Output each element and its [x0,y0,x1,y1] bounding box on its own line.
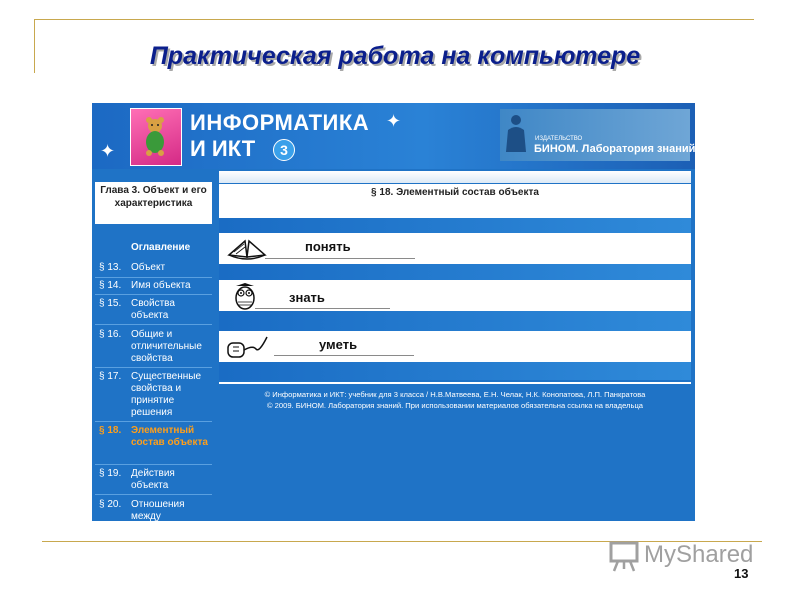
section-strip [219,171,691,183]
section-header [219,184,691,218]
topic-row-understand[interactable] [219,233,691,264]
toc-separator [95,324,212,325]
textbook-screenshot [92,103,695,521]
copyright-line-1: © Информатика и ИКТ: учебник для 3 класса / Н.В.Матвеева, Е.Н. Челак, Н.К. Конопатова, Л.П. Панкратова [264,390,646,399]
section-title: § 18. Элементный состав объекта [371,187,539,198]
toc-separator [95,494,212,495]
toc-item-number: § 20. [99,499,122,510]
app-header [92,103,695,169]
toc-separator [95,421,212,422]
toc-item-label: Свойства объекта [131,298,175,321]
topic-label: понять [305,239,351,254]
footer-divider [219,382,691,384]
open-book-icon [225,235,269,263]
publisher-caption: ИЗДАТЕЛЬСТВО [535,136,583,142]
underline [265,258,415,259]
page-number: 13 [734,566,749,581]
computer-mouse-icon [225,333,269,361]
slide-frame-left-line [34,19,35,73]
toc-separator [95,277,212,278]
copyright-line-2: © 2009. БИНОМ. Лаборатория знаний. При использовании материалов обязательна ссылка на владельца [266,401,644,410]
sparkle-icon: ✦ [100,141,116,161]
slide-title: Практическая работа на компьютере [149,42,641,70]
sparkle-icon: ✦ [386,111,402,131]
toc-item-label: Общие и отличительные свойства [131,329,202,364]
toc-item-number: § 17. [99,371,122,382]
toc-separator [95,294,212,295]
topic-row-know[interactable] [219,280,691,311]
toc-item-label: Объект [131,262,166,273]
toc-separator [95,464,212,465]
thinker-figure-icon [504,112,530,156]
topic-label: уметь [319,337,358,352]
book-cover-image [130,108,182,166]
owl-icon [225,282,269,310]
toc-separator [95,367,212,368]
brand-title-line2: И ИКТ [190,136,256,161]
toc-item-number: § 18. [99,425,122,436]
toc-item-label: Действия объекта [131,468,175,491]
toc-item-number: § 15. [99,298,122,309]
topic-label: знать [289,290,325,305]
grade-badge: 3 [273,139,295,161]
underline [274,355,414,356]
underline [255,308,390,309]
toc-item-label: Отношения между [131,499,185,521]
publisher-logo [500,109,695,161]
topic-row-can-do[interactable] [219,331,691,362]
watermark-text: MyShared [644,541,754,568]
toc-item-number: § 16. [99,329,122,340]
brand-title-line1: ИНФОРМАТИКА [190,110,370,135]
toc-item-label: Элементный состав объекта [131,425,208,448]
chapter-heading: Глава 3. Объект и его характеристика [95,182,212,224]
presentation-board-icon [608,539,642,573]
teddy-bear-icon [141,117,169,157]
copyright-footer [219,389,691,411]
toc-title: Оглавление [131,242,191,253]
toc-item-number: § 14. [99,280,122,291]
slide-frame-top-line [34,19,754,20]
toc-item-number: § 19. [99,468,122,479]
toc-item-label: Существенные свойства и принятие решения [131,371,202,418]
publisher-name: БИНОМ. Лаборатория знаний [534,143,695,155]
toc-item-label: Имя объекта [131,280,191,291]
toc-item-number: § 13. [99,262,122,273]
